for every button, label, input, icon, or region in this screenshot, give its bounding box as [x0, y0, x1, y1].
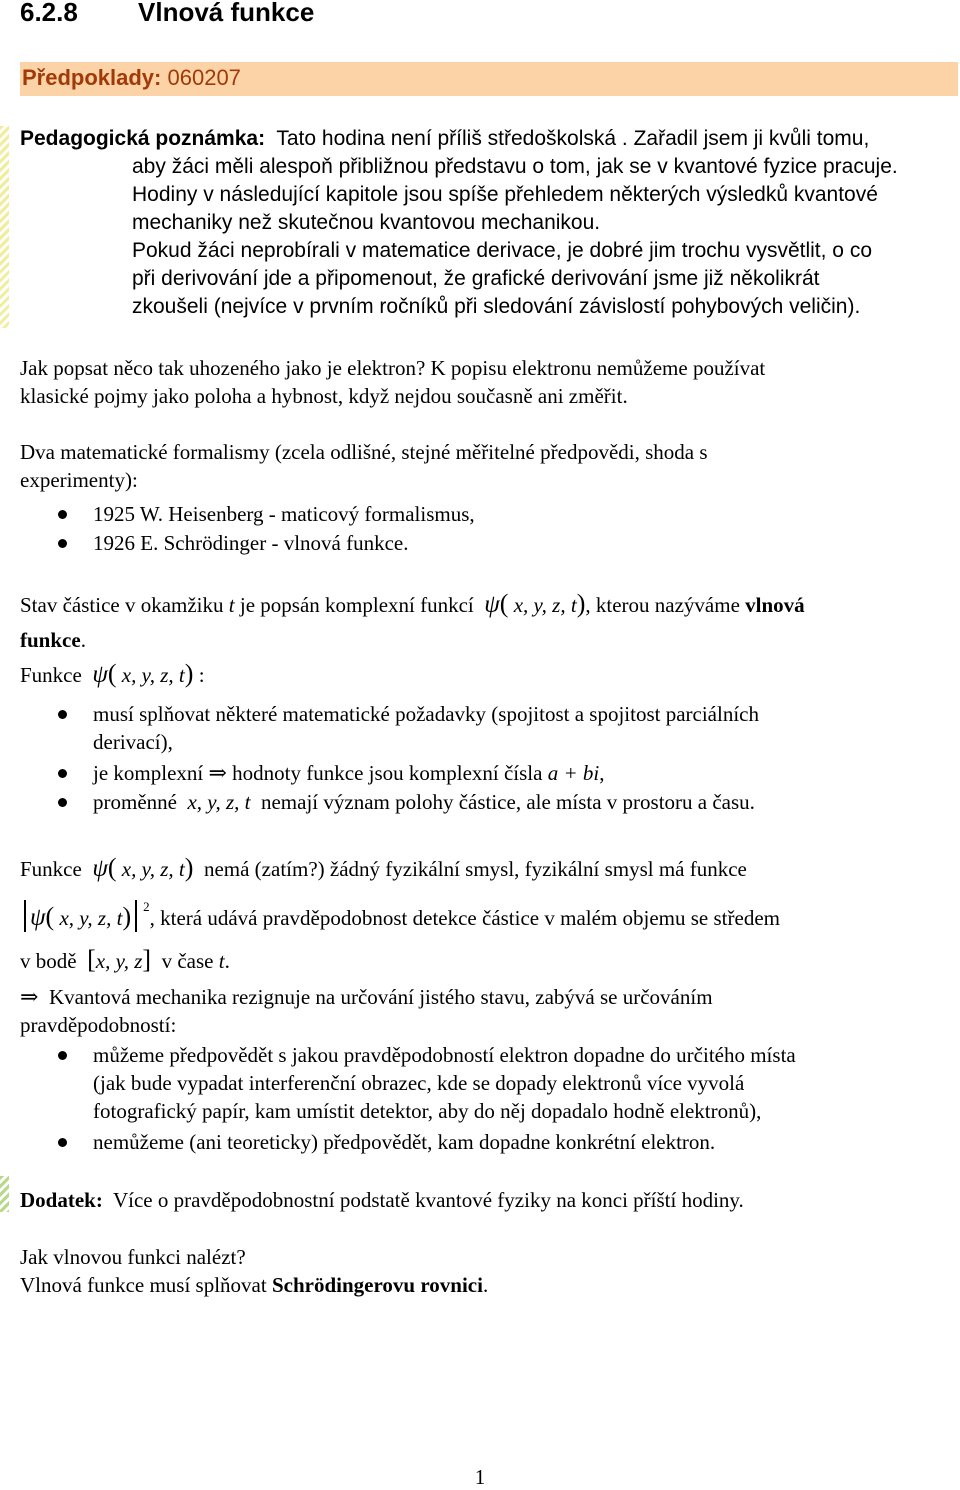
- implies-arrow: ⇒: [208, 760, 227, 785]
- paragraph-formalisms: [20, 438, 950, 494]
- prerequisites-value: 060207: [167, 65, 241, 90]
- list-item: můžeme předpovědět s jakou pravděpodobností elektron dopadne do určitého místa (jak bude vypadat interferenční obrazec, kde se dopady elektronů více vyvolá fotografický papír, kam umístit detektor, aby do něj dopadalo hodně elektronů),: [93, 1043, 796, 1123]
- text-line: experimenty):: [20, 468, 138, 492]
- list-item: 1926 E. Schrödinger - vlnová funkce.: [93, 531, 409, 555]
- var-t: t: [228, 593, 235, 617]
- complex-number: a + bi: [547, 761, 600, 785]
- list-item: proměnné x, y, z, t nemají význam polohy částice, ale místa v prostoru a času.: [93, 790, 755, 814]
- wave-function-formula: ψ( x, y, z, t): [92, 659, 194, 688]
- list-item: 1925 W. Heisenberg - maticový formalismus,: [93, 502, 475, 526]
- addendum-margin-stripe: [0, 1176, 9, 1212]
- list-item: je komplexní ⇒ hodnoty funkce jsou komplexní čísla a + bi,: [93, 760, 605, 785]
- text-line: v bodě [x, y, z] v čase t.: [20, 945, 230, 974]
- addendum-label: Dodatek:: [20, 1188, 103, 1212]
- prerequisites-bar: [20, 62, 958, 96]
- pedagogical-note: [20, 125, 955, 321]
- bullet-marker: [58, 1138, 67, 1147]
- bullet-marker: [58, 1051, 67, 1060]
- text-span: , kterou nazýváme: [585, 593, 740, 617]
- paragraph-closing: Jak vlnovou funkci nalézt? Vlnová funkce musí splňovat Schrödingerovu rovnici.: [20, 1245, 489, 1297]
- section-title: Vlnová funkce: [138, 0, 315, 27]
- probability-density-line: ψ( x, y, z, t) $^2$, která udává pravděpodobnost detekce částice v malém objemu se středem: [20, 900, 780, 935]
- term-bold: Schrödingerovu rovnici: [271, 1273, 483, 1297]
- probability-density-formula: ψ( x, y, z, t) $^2$: [20, 906, 150, 930]
- list-item: nemůžeme (ani teoreticky) předpovědět, kam dopadne konkrétní elektron.: [93, 1130, 716, 1154]
- note-line: mechaniky než skutečnou kvantovou mechanikou.: [132, 211, 601, 234]
- wave-function-formula: ψ( x, y, z, t): [484, 589, 586, 618]
- addendum: [20, 1186, 744, 1214]
- bullet-marker: [58, 710, 67, 719]
- wave-function-formula: ψ( x, y, z, t): [92, 853, 194, 882]
- note-line: Tato hodina není příliš středoškolská . Zařadil jsem ji kvůli tomu,: [276, 127, 870, 150]
- note-line: zkoušeli (nejvíce v prvním ročníků při sledování závislostí pohybových veličin).: [132, 295, 861, 318]
- term-bold: vlnová: [745, 593, 805, 617]
- bullet-marker: [58, 769, 67, 778]
- variables: x, y, z, t: [187, 790, 251, 814]
- page-number: 1: [474, 1465, 486, 1489]
- paragraph-meaning: Funkce ψ( x, y, z, t) nemá (zatím?) žádný fyzikální smysl, fyzikální smysl má funkce: [20, 853, 747, 882]
- text-span: Funkce: [20, 663, 82, 687]
- paragraph-intro: [20, 354, 950, 410]
- note-line: Hodiny v následující kapitole jsou spíše přehledem některých výsledků kvantové: [132, 183, 878, 206]
- text-line: Jak popsat něco tak uhozeného jako je elektron? K popisu elektronu nemůžeme používat: [20, 356, 766, 380]
- paragraph-state: [20, 590, 950, 619]
- page-title: [20, 0, 314, 28]
- text-line: funkce.: [20, 628, 86, 652]
- note-line: při derivování jde a připomenout, že grafické derivování jsme již několikrát: [132, 267, 820, 290]
- section-number: 6.2.8: [20, 0, 78, 27]
- text-line: klasické pojmy jako poloha a hybnost, když nejdou současně ani změřit.: [20, 384, 628, 408]
- bullet-marker: [58, 539, 67, 548]
- list-item: musí splňovat některé matematické požadavky (spojitost a spojitost parciálních derivací),: [93, 702, 759, 754]
- note-label: Pedagogická poznámka:: [20, 127, 266, 150]
- text-span: je popsán komplexní funkcí: [239, 593, 474, 617]
- prerequisites-label: Předpoklady: 060207: [22, 65, 241, 90]
- bullet-marker: [58, 798, 67, 807]
- paragraph-conclusion: ⇒ Kvantová mechanika rezignuje na určování jistého stavu, zabývá se určováním pravděpodobností:: [20, 984, 713, 1037]
- bullet-marker: [58, 510, 67, 519]
- implies-arrow: ⇒: [20, 984, 39, 1009]
- note-line: Pokud žáci neprobírali v matematice derivace, je dobré jim trochu vysvětlit, o co: [132, 239, 872, 262]
- text-span: Stav částice v okamžiku: [20, 593, 224, 617]
- text-line: Dva matematické formalismy (zcela odlišné, stejné měřitelné předpovědi, shoda s: [20, 440, 708, 464]
- function-intro: Funkce ψ( x, y, z, t) :: [20, 659, 205, 688]
- note-line: aby žáci měli alespoň přibližnou představu o tom, jak se v kvantové fyzice pracuje.: [132, 155, 898, 178]
- term-bold: funkce: [20, 628, 81, 652]
- note-margin-stripe: [0, 126, 9, 328]
- point-formula: [x, y, z]: [87, 945, 152, 974]
- addendum-text: Více o pravděpodobnostní podstatě kvantové fyziky na konci příští hodiny.: [112, 1188, 744, 1212]
